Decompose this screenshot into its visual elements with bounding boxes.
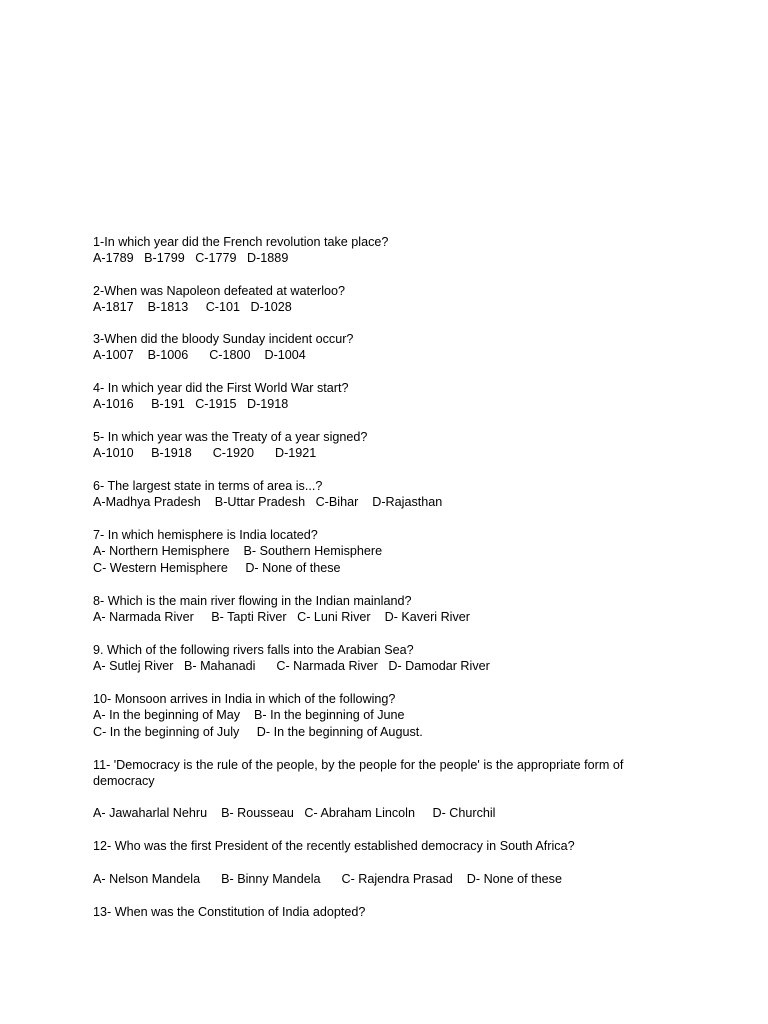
answer-options: A-1789 B-1799 C-1779 D-1889 xyxy=(93,251,289,266)
question-12 xyxy=(93,838,693,854)
question-text: 1-In which year did the French revolution take place? xyxy=(93,235,389,249)
question-text-continued: democracy xyxy=(93,774,155,789)
question-2 xyxy=(93,283,693,316)
question-text: 7- In which hemisphere is India located? xyxy=(93,528,318,542)
answer-options: A- Northern Hemisphere B- Southern Hemisphere xyxy=(93,544,383,559)
question-13 xyxy=(93,904,693,920)
question-text: 5- In which year was the Treaty of a year signed? xyxy=(93,430,368,444)
question-11 xyxy=(93,757,693,790)
question-text: 9. Which of the following rivers falls into the Arabian Sea? xyxy=(93,643,414,657)
question-12-options xyxy=(93,871,693,887)
question-4 xyxy=(93,380,693,413)
answer-options: A-1817 B-1813 C-101 D-1028 xyxy=(93,300,292,315)
question-8 xyxy=(93,593,693,626)
answer-options: A- Narmada River B- Tapti River C- Luni River D- Kaveri River xyxy=(93,610,470,625)
answer-options: A-Madhya Pradesh B-Uttar Pradesh C-Bihar D-Rajasthan xyxy=(93,495,443,510)
question-3 xyxy=(93,331,693,364)
question-text: 12- Who was the first President of the recently established democracy in South Africa? xyxy=(93,839,575,853)
question-6 xyxy=(93,478,693,511)
answer-options: A-1016 B-191 C-1915 D-1918 xyxy=(93,397,289,412)
answer-options: C- Western Hemisphere D- None of these xyxy=(93,560,341,575)
answer-options: A- Nelson Mandela B- Binny Mandela C- Rajendra Prasad D- None of these xyxy=(93,872,562,886)
question-text: 4- In which year did the First World War start? xyxy=(93,381,349,395)
question-1 xyxy=(93,234,693,267)
question-text: 10- Monsoon arrives in India in which of the following? xyxy=(93,692,396,706)
question-7 xyxy=(93,527,693,576)
answer-options: C- In the beginning of July D- In the beginning of August. xyxy=(93,724,423,739)
answer-options: A- Sutlej River B- Mahanadi C- Narmada River D- Damodar River xyxy=(93,659,490,674)
answer-options: A- Jawaharlal Nehru B- Rousseau C- Abraham Lincoln D- Churchil xyxy=(93,806,496,820)
question-text: 3-When did the bloody Sunday incident occur? xyxy=(93,332,354,346)
question-5 xyxy=(93,429,693,462)
question-text: 2-When was Napoleon defeated at waterloo? xyxy=(93,284,346,298)
answer-options: A- In the beginning of May B- In the beginning of June xyxy=(93,708,405,723)
question-10 xyxy=(93,691,693,740)
question-9 xyxy=(93,642,693,675)
question-text: 6- The largest state in terms of area is...? xyxy=(93,479,323,493)
answer-options: A-1007 B-1006 C-1800 D-1004 xyxy=(93,348,306,363)
answer-options: A-1010 B-1918 C-1920 D-1921 xyxy=(93,446,317,461)
question-text: 11- 'Democracy is the rule of the people, by the people for the people' is the appropriate form of xyxy=(93,758,624,772)
question-text: 13- When was the Constitution of India adopted? xyxy=(93,905,366,919)
question-11-options xyxy=(93,805,693,821)
question-text: 8- Which is the main river flowing in the Indian mainland? xyxy=(93,594,412,608)
